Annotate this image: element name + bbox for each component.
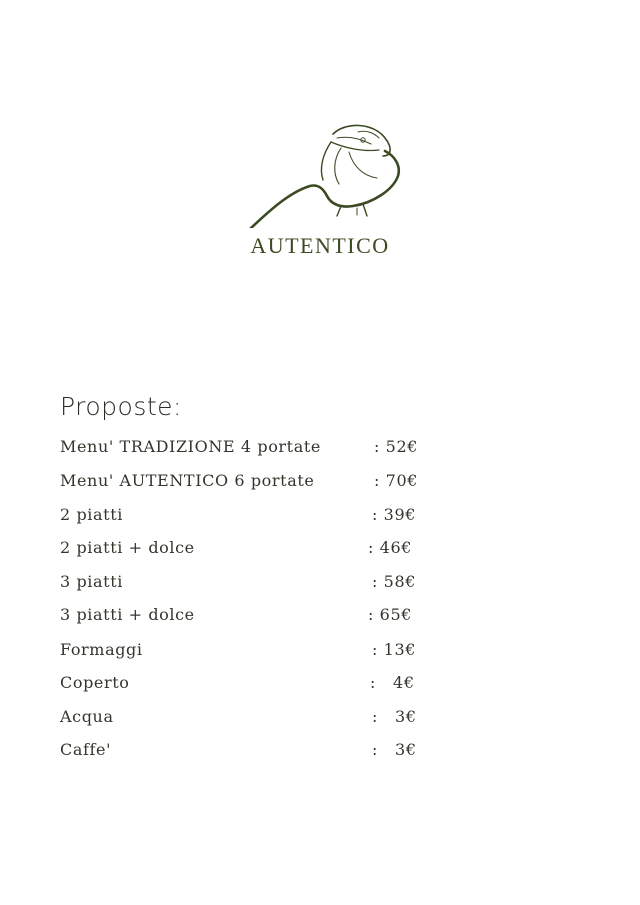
menu-item-price: : 46€: [368, 538, 413, 557]
menu-item-price: : 58€: [372, 572, 417, 591]
menu-item-price: : 13€: [372, 640, 417, 659]
menu-item-label: Caffe': [60, 740, 112, 759]
menu-item-label: 2 piatti: [60, 505, 123, 524]
menu-item: [60, 471, 460, 495]
menu-item: [60, 740, 460, 764]
brand-name: AUTENTICO: [250, 233, 390, 258]
menu-item-price: : 70€: [374, 471, 419, 490]
menu-item-label: Formaggi: [60, 640, 143, 659]
menu-item-label: Menu' TRADIZIONE 4 portate: [60, 437, 321, 456]
menu-item: [60, 572, 460, 596]
menu-item-label: 3 piatti: [60, 572, 123, 591]
menu-item: [60, 437, 460, 461]
menu-item-label: Acqua: [60, 707, 114, 726]
menu-item: [60, 538, 460, 562]
menu-item: [60, 673, 460, 697]
menu-item-price: : 3€: [372, 707, 417, 726]
menu-item-price: : 4€: [370, 673, 415, 692]
menu-item: [60, 505, 460, 529]
menu-item-label: 3 piatti + dolce: [60, 605, 195, 624]
menu-item-label: 2 piatti + dolce: [60, 538, 195, 557]
menu-item-price: : 65€: [368, 605, 413, 624]
menu-item-price: : 39€: [372, 505, 417, 524]
menu-item-label: Menu' AUTENTICO 6 portate: [60, 471, 315, 490]
menu-item-price: : 3€: [372, 740, 417, 759]
menu-item-price: : 52€: [374, 437, 419, 456]
menu-item: [60, 640, 460, 664]
bird-logo-icon: [245, 118, 405, 228]
menu-heading: Proposte:: [60, 392, 182, 421]
menu-item: [60, 707, 460, 731]
menu-item: [60, 605, 460, 629]
menu-item-label: Coperto: [60, 673, 130, 692]
